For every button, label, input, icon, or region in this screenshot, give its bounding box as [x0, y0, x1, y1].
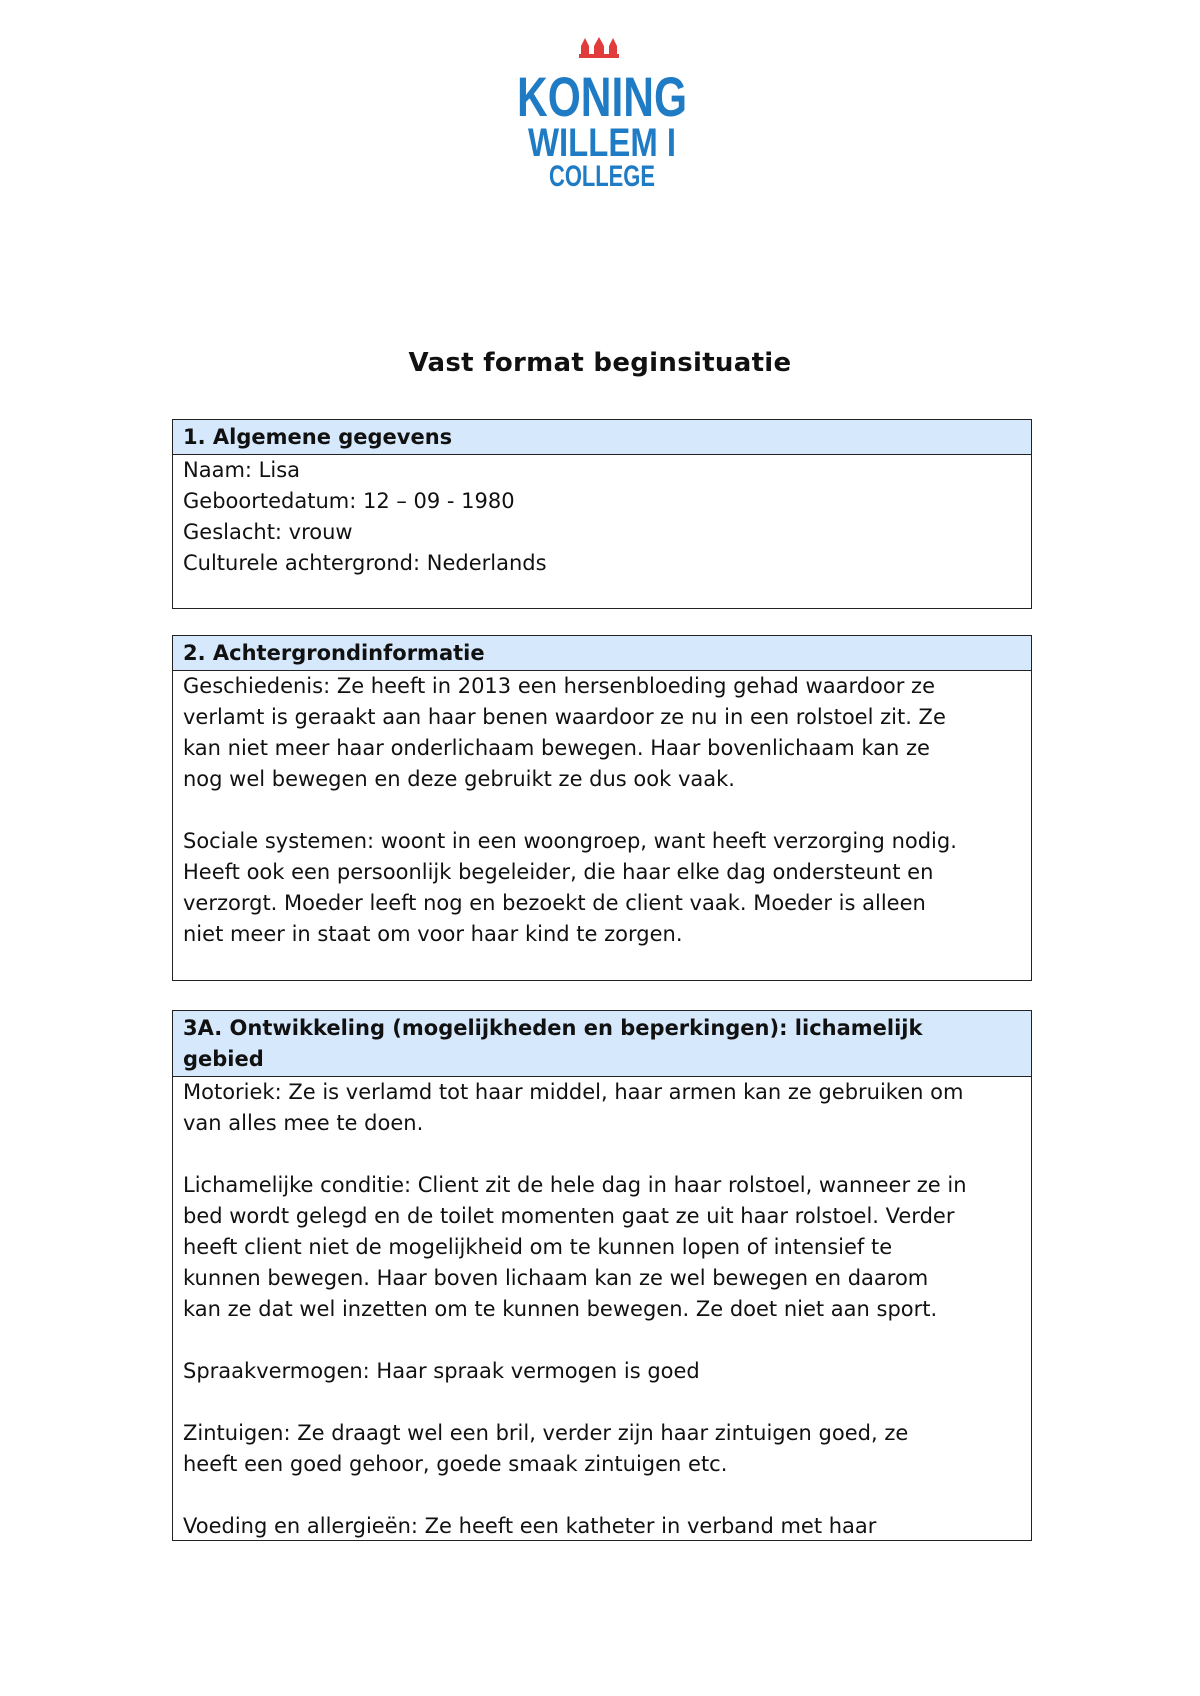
text-line: Geslacht: vrouw: [183, 520, 353, 544]
paragraph-zintuigen: [183, 1418, 1021, 1480]
paragraph-spraakvermogen: [183, 1356, 1021, 1387]
logo-line-2: WILLEM I: [528, 121, 676, 165]
heading-line: gebied: [183, 1047, 264, 1071]
paragraph-geschiedenis: [183, 671, 1021, 795]
school-logo: [515, 32, 690, 192]
text-line: bed wordt gelegd en de toilet momenten gaat ze uit haar rolstoel. Verder: [183, 1204, 955, 1228]
heading-line: 2. Achtergrondinformatie: [183, 641, 485, 665]
text-line: Voeding en allergieën: Ze heeft een katheter in verband met haar: [183, 1514, 877, 1538]
text-line: Heeft ook een persoonlijk begeleider, die haar elke dag ondersteunt en: [183, 860, 934, 884]
paragraph: [183, 455, 1021, 579]
text-line: Geboortedatum: 12 – 09 - 1980: [183, 489, 515, 513]
text-line: heeft client niet de mogelijkheid om te kunnen lopen of intensief te: [183, 1235, 893, 1259]
crown-icon: [579, 37, 619, 58]
paragraph-voeding-allergieen: [183, 1511, 1021, 1542]
section-body: [173, 455, 1031, 579]
text-line: verzorgt. Moeder leeft nog en bezoekt de client vaak. Moeder is alleen: [183, 891, 926, 915]
text-line: kunnen bewegen. Haar boven lichaam kan ze wel bewegen en daarom: [183, 1266, 929, 1290]
paragraph-motoriek: [183, 1077, 1021, 1139]
text-line: kan ze dat wel inzetten om te kunnen bewegen. Ze doet niet aan sport.: [183, 1297, 938, 1321]
paragraph-sociale-systemen: [183, 826, 1021, 950]
heading-line: 1. Algemene gegevens: [183, 425, 453, 449]
section-heading: [173, 420, 1031, 455]
text-line: Sociale systemen: woont in een woongroep, want heeft verzorging nodig.: [183, 829, 957, 853]
logo-line-1: KONING: [517, 65, 687, 128]
section-achtergrondinformatie: [172, 635, 1032, 981]
text-line: Spraakvermogen: Haar spraak vermogen is goed: [183, 1359, 700, 1383]
text-line: heeft een goed gehoor, goede smaak zintuigen etc.: [183, 1452, 728, 1476]
koning-willem-logo-icon: [515, 32, 690, 192]
heading-line: 3A. Ontwikkeling (mogelijkheden en beperkingen): lichamelijk: [183, 1016, 923, 1040]
section-algemene-gegevens: [172, 419, 1032, 609]
section-ontwikkeling-lichamelijk: [172, 1010, 1032, 1541]
section-heading: [173, 1011, 1031, 1077]
text-line: Motoriek: Ze is verlamd tot haar middel, haar armen kan ze gebruiken om: [183, 1080, 964, 1104]
text-line: van alles mee te doen.: [183, 1111, 424, 1135]
text-line: Culturele achtergrond: Nederlands: [183, 551, 547, 575]
text-line: niet meer in staat om voor haar kind te zorgen.: [183, 922, 683, 946]
text-line: Naam: Lisa: [183, 458, 300, 482]
text-line: Zintuigen: Ze draagt wel een bril, verder zijn haar zintuigen goed, ze: [183, 1421, 909, 1445]
text-line: nog wel bewegen en deze gebruikt ze dus ook vaak.: [183, 767, 735, 791]
text-line: kan niet meer haar onderlichaam bewegen. Haar bovenlichaam kan ze: [183, 736, 930, 760]
text-line: verlamt is geraakt aan haar benen waardoor ze nu in een rolstoel zit. Ze: [183, 705, 946, 729]
section-body: [173, 1077, 1031, 1542]
text-line: Geschiedenis: Ze heeft in 2013 een hersenbloeding gehad waardoor ze: [183, 674, 935, 698]
logo-line-3: COLLEGE: [549, 160, 655, 193]
section-body: [173, 671, 1031, 950]
text-line: Lichamelijke conditie: Client zit de hele dag in haar rolstoel, wanneer ze in: [183, 1173, 967, 1197]
document-title: Vast format beginsituatie: [408, 348, 792, 378]
section-heading: [173, 636, 1031, 671]
paragraph-lichamelijke-conditie: [183, 1170, 1021, 1325]
